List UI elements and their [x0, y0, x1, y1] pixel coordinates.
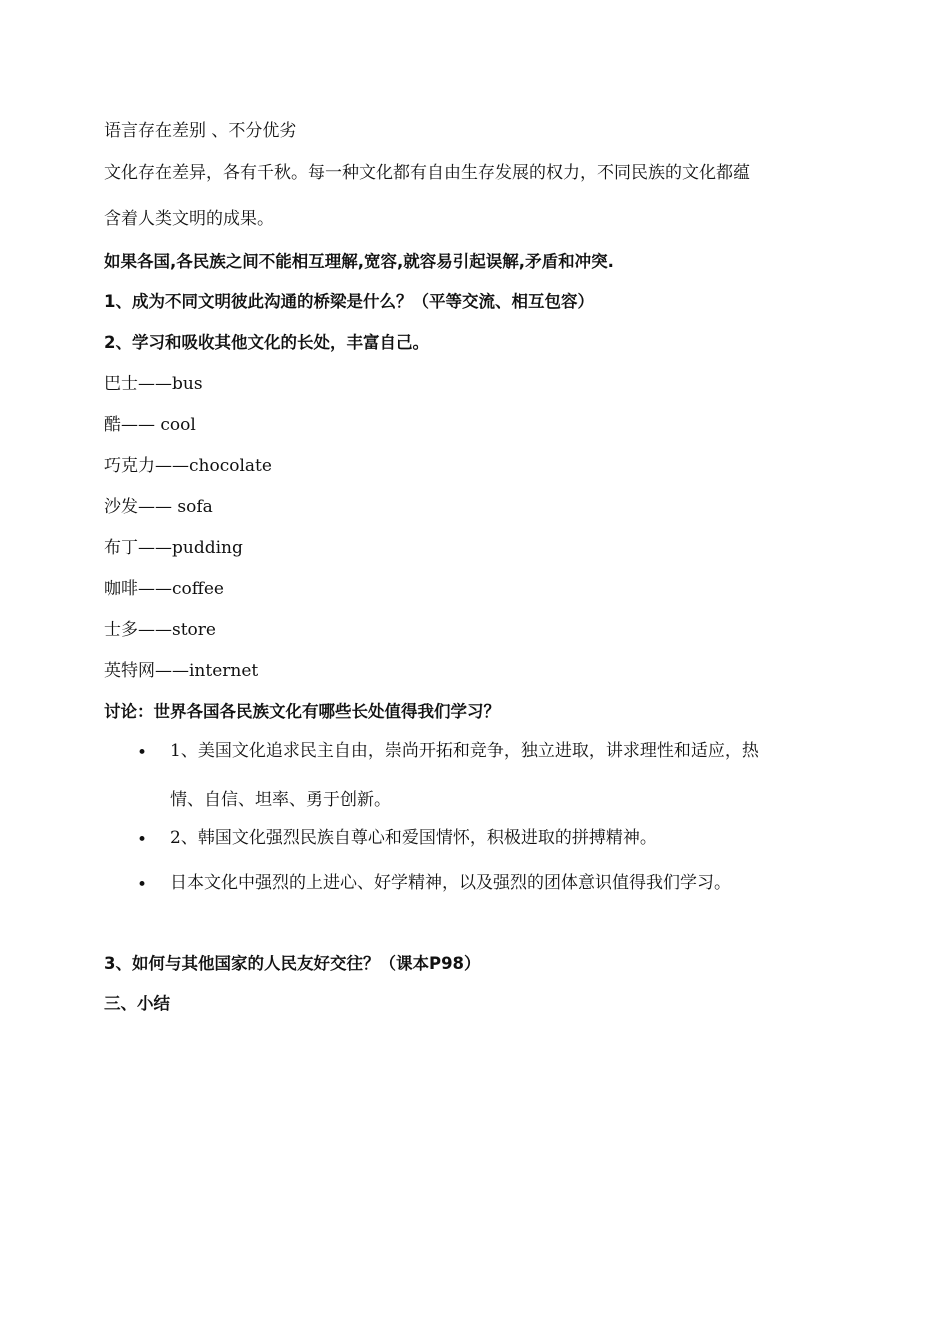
loanword-item: 巧克力——chocolate: [104, 456, 272, 476]
question-1: 1、成为不同文明彼此沟通的桥梁是什么？（平等交流、相互包容）: [104, 292, 594, 311]
loanword-item: 英特网——internet: [104, 661, 259, 681]
loanword-item: 巴士——bus: [104, 374, 203, 394]
paragraph-culture-difference-line2: 含着人类文明的成果。: [104, 209, 274, 229]
question-2: 2、学习和吸收其他文化的长处，丰富自己。: [104, 333, 429, 352]
loanword-item: 咖啡——coffee: [104, 579, 224, 599]
paragraph-culture-difference-line1: 文化存在差异，各有千秋。每一种文化都有自由生存发展的权力，不同民族的文化都蕴: [104, 163, 750, 183]
discussion-title: 讨论：世界各国各民族文化有哪些长处值得我们学习？: [104, 702, 500, 721]
loanword-item: 沙发—— sofa: [104, 497, 213, 517]
discussion-item-line: 情、自信、坦率、勇于创新。: [170, 790, 391, 810]
loanword-item: 酷—— cool: [104, 415, 196, 435]
discussion-item-line: 2、韩国文化强烈民族自尊心和爱国情怀，积极进取的拼搏精神。: [170, 828, 657, 848]
summary-heading: 三、小结: [104, 994, 170, 1013]
discussion-item-line: 日本文化中强烈的上进心、好学精神，以及强烈的团体意识值得我们学习。: [170, 873, 731, 893]
bullet-marker: •: [137, 830, 148, 850]
paragraph-language-difference: 语言存在差别 、不分优劣: [104, 121, 297, 141]
paragraph-misunderstanding: 如果各国,各民族之间不能相互理解,宽容,就容易引起误解,矛盾和冲突.: [104, 252, 614, 271]
loanword-item: 士多——store: [104, 620, 216, 640]
discussion-item-line: 1、美国文化追求民主自由，崇尚开拓和竞争，独立进取，讲求理性和适应，热: [170, 741, 759, 761]
bullet-marker: •: [137, 743, 148, 763]
loanword-item: 布丁——pudding: [104, 538, 243, 558]
bullet-marker: •: [137, 875, 148, 895]
question-3: 3、如何与其他国家的人民友好交往？（课本P98）: [104, 954, 481, 973]
